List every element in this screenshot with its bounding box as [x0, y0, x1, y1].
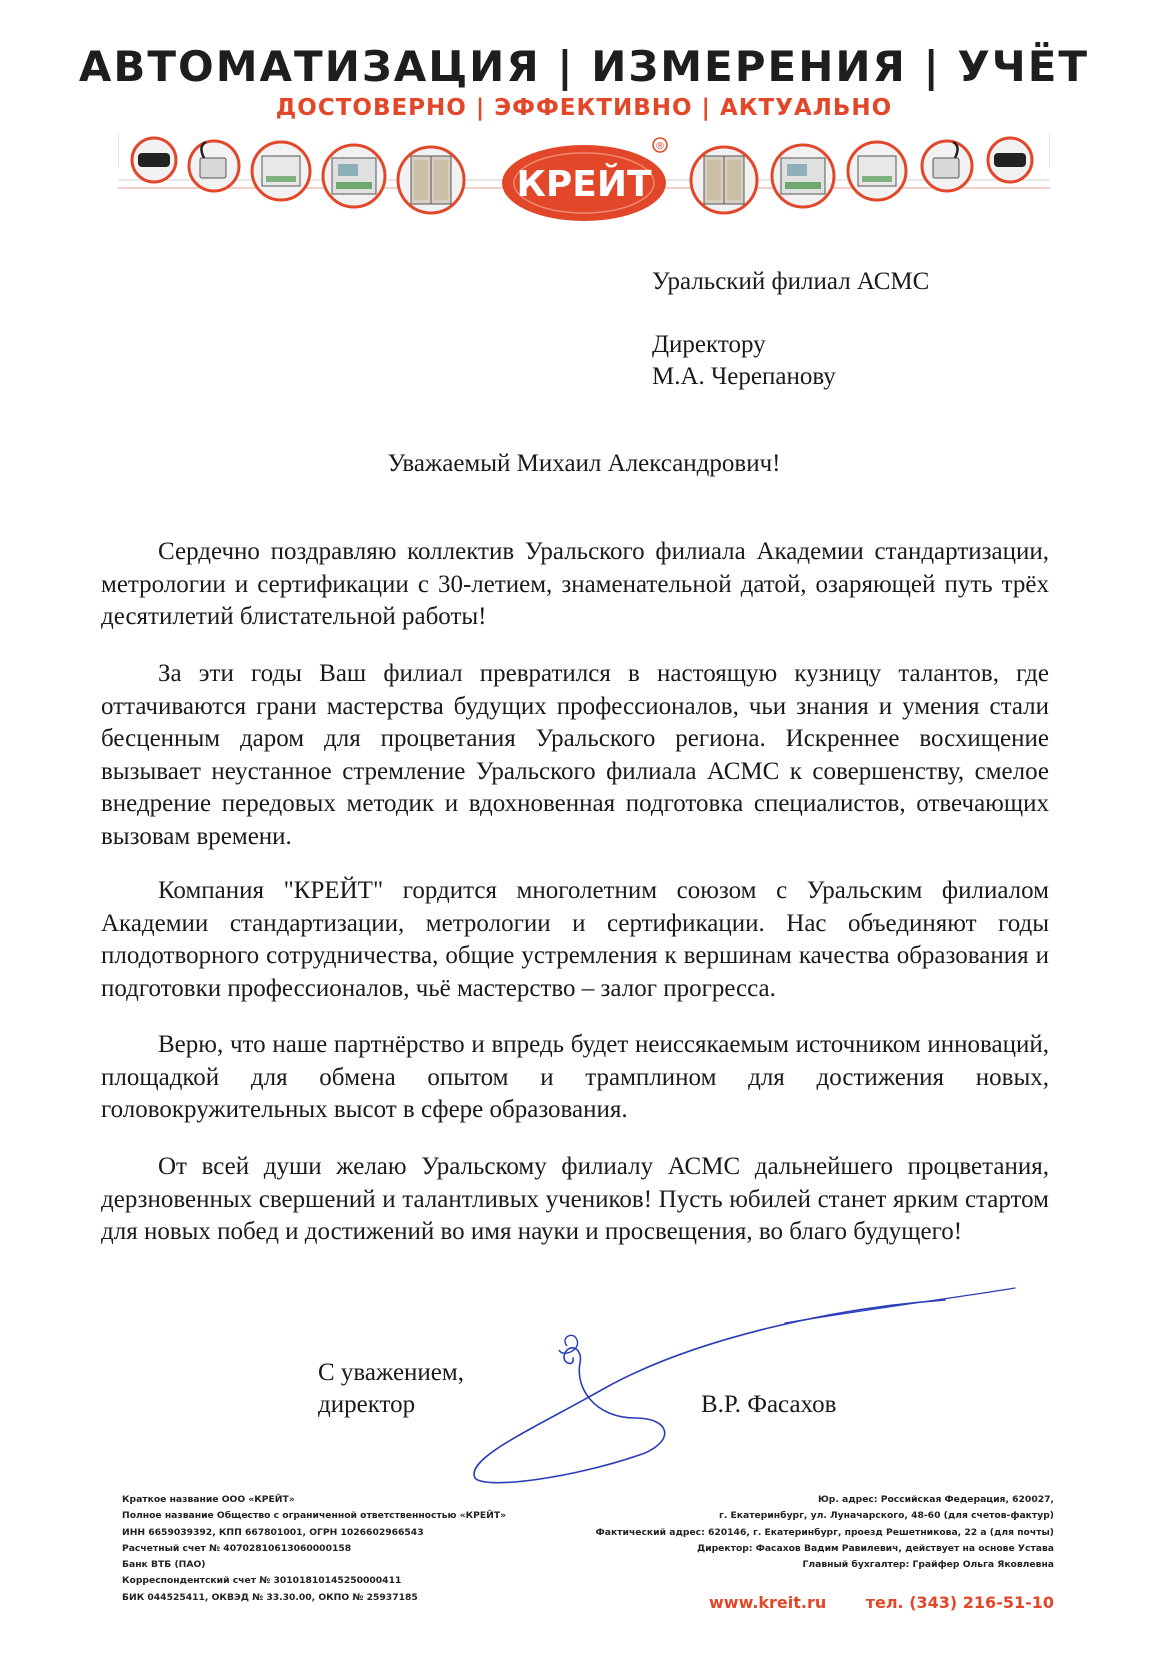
- meter-module-icon: [252, 142, 310, 200]
- company-director: Директор: Фасахов Вадим Равилевич, действует на основе Устава: [696, 1542, 1054, 1554]
- cabinet-icon: [691, 147, 757, 213]
- chief-accountant: Главный бухгалтер: Грайфер Ольга Яковлевна: [802, 1559, 1054, 1571]
- company-codes: БИК 044525411, ОКВЭД № 33.30.00, ОКПО № 25937185: [122, 1591, 418, 1603]
- meter-module-icon: [848, 142, 906, 200]
- controller-display-icon: [772, 145, 834, 207]
- gsm-modem-icon: [988, 138, 1032, 182]
- recipient-name: М.А. Черепанову: [652, 363, 836, 390]
- company-full-name: Полное название Общество с ограниченной ответственностью «КРЕЙТ»: [122, 1510, 507, 1522]
- body-paragraph: Верю, что наше партнёрство и впредь будет неиссякаемым источником инноваций, площадкой для обмена опытом и трамплином для достижения новых, головокружительных высот в сфере образования.: [101, 1031, 1049, 1123]
- controller-display-icon: [323, 145, 385, 207]
- kreit-logo: [502, 138, 667, 221]
- company-contacts: [596, 1492, 1054, 1573]
- legal-address-cont: г. Екатеринбург, ул. Луначарского, 48-60 (для счетов-фактур): [719, 1510, 1054, 1522]
- svg-text:КРЕЙТ: КРЕЙТ: [516, 164, 652, 205]
- company-tax-ids: ИНН 6659039392, КПП 667801001, ОГРН 1026602966543: [122, 1526, 424, 1538]
- body-paragraph: От всей души желаю Уральскому филиалу АСМС дальнейшего процветания, дерзновенных свершений и талантливых учеников! Пусть юбилей станет ярким стартом для новых побед и достижений во имя науки и просвещения, во благо будущего!: [101, 1153, 1049, 1245]
- signer-name: В.Р. Фасахов: [701, 1391, 837, 1418]
- company-account: Расчетный счет № 40702810613060000158: [122, 1542, 352, 1554]
- antenna-converter-icon: [189, 141, 239, 191]
- recipient-organization: Уральский филиал АСМС: [652, 268, 930, 295]
- signer-position: директор: [318, 1391, 416, 1418]
- company-short-name: Краткое название ООО «КРЕЙТ»: [122, 1494, 295, 1505]
- antenna-converter-icon: [922, 141, 972, 191]
- phone-number: тел. (343) 216-51-10: [865, 1593, 1054, 1612]
- body-paragraph: За эти годы Ваш филиал превратился в настоящую кузницу талантов, где оттачиваются грани мастерства будущих профессионалов, чьи знания и умения стали бесценным даром для процветания Уральского региона. Искреннее восхищение вызывает неустанное стремление Уральского филиала АСМС к совершенству, смелое внедрение передовых методик и вдохновенная подготовка специалистов, отвечающих вызовам времени.: [101, 660, 1049, 850]
- company-corr-account: Корреспондентский счет № 30101810145250000411: [122, 1575, 402, 1587]
- closing-block: [318, 1357, 464, 1421]
- gsm-modem-icon: [132, 138, 176, 182]
- closing-line: С уважением,: [318, 1359, 464, 1386]
- company-details: [122, 1492, 506, 1606]
- body-paragraph: Сердечно поздравляю коллектив Уральского филиала Академии стандартизации, метрологии и сертификации с 30-летием, знаменательной датой, озаряющей путь трёх десятилетий блистательной работы!: [101, 538, 1049, 630]
- company-bank: Банк ВТБ (ПАО): [122, 1559, 206, 1571]
- actual-address: Фактический адрес: 620146, г. Екатеринбург, проезд Решетникова, 22 а (для почты): [595, 1526, 1054, 1538]
- body-paragraph: Компания "КРЕЙТ" гордится многолетним союзом с Уральским филиалом Академии стандартизации, метрологии и сертификации. Нас объединяют годы плодотворного сотрудничества, общие устремления к вершинам качества образования и подготовки профессионалов, чьё мастерство – залог прогресса.: [101, 877, 1049, 1002]
- device-strip: [118, 128, 1050, 238]
- website-link[interactable]: www.kreit.ru: [709, 1593, 827, 1612]
- recipient-title: Директору: [652, 331, 766, 358]
- cabinet-icon: [398, 147, 464, 213]
- letterhead-tagline: ДОСТОВЕРНО | ЭФФЕКТИВНО | АКТУАЛЬНО: [275, 95, 893, 121]
- letterhead-headline: АВТОМАТИЗАЦИЯ | ИЗМЕРЕНИЯ | УЧЁТ: [78, 42, 1090, 91]
- salutation: Уважаемый Михаил Александрович!: [387, 450, 781, 477]
- handwritten-signature: [455, 1268, 1055, 1488]
- svg-text:®: ®: [655, 141, 665, 152]
- legal-address: Юр. адрес: Российская Федерация, 620027,: [817, 1494, 1054, 1505]
